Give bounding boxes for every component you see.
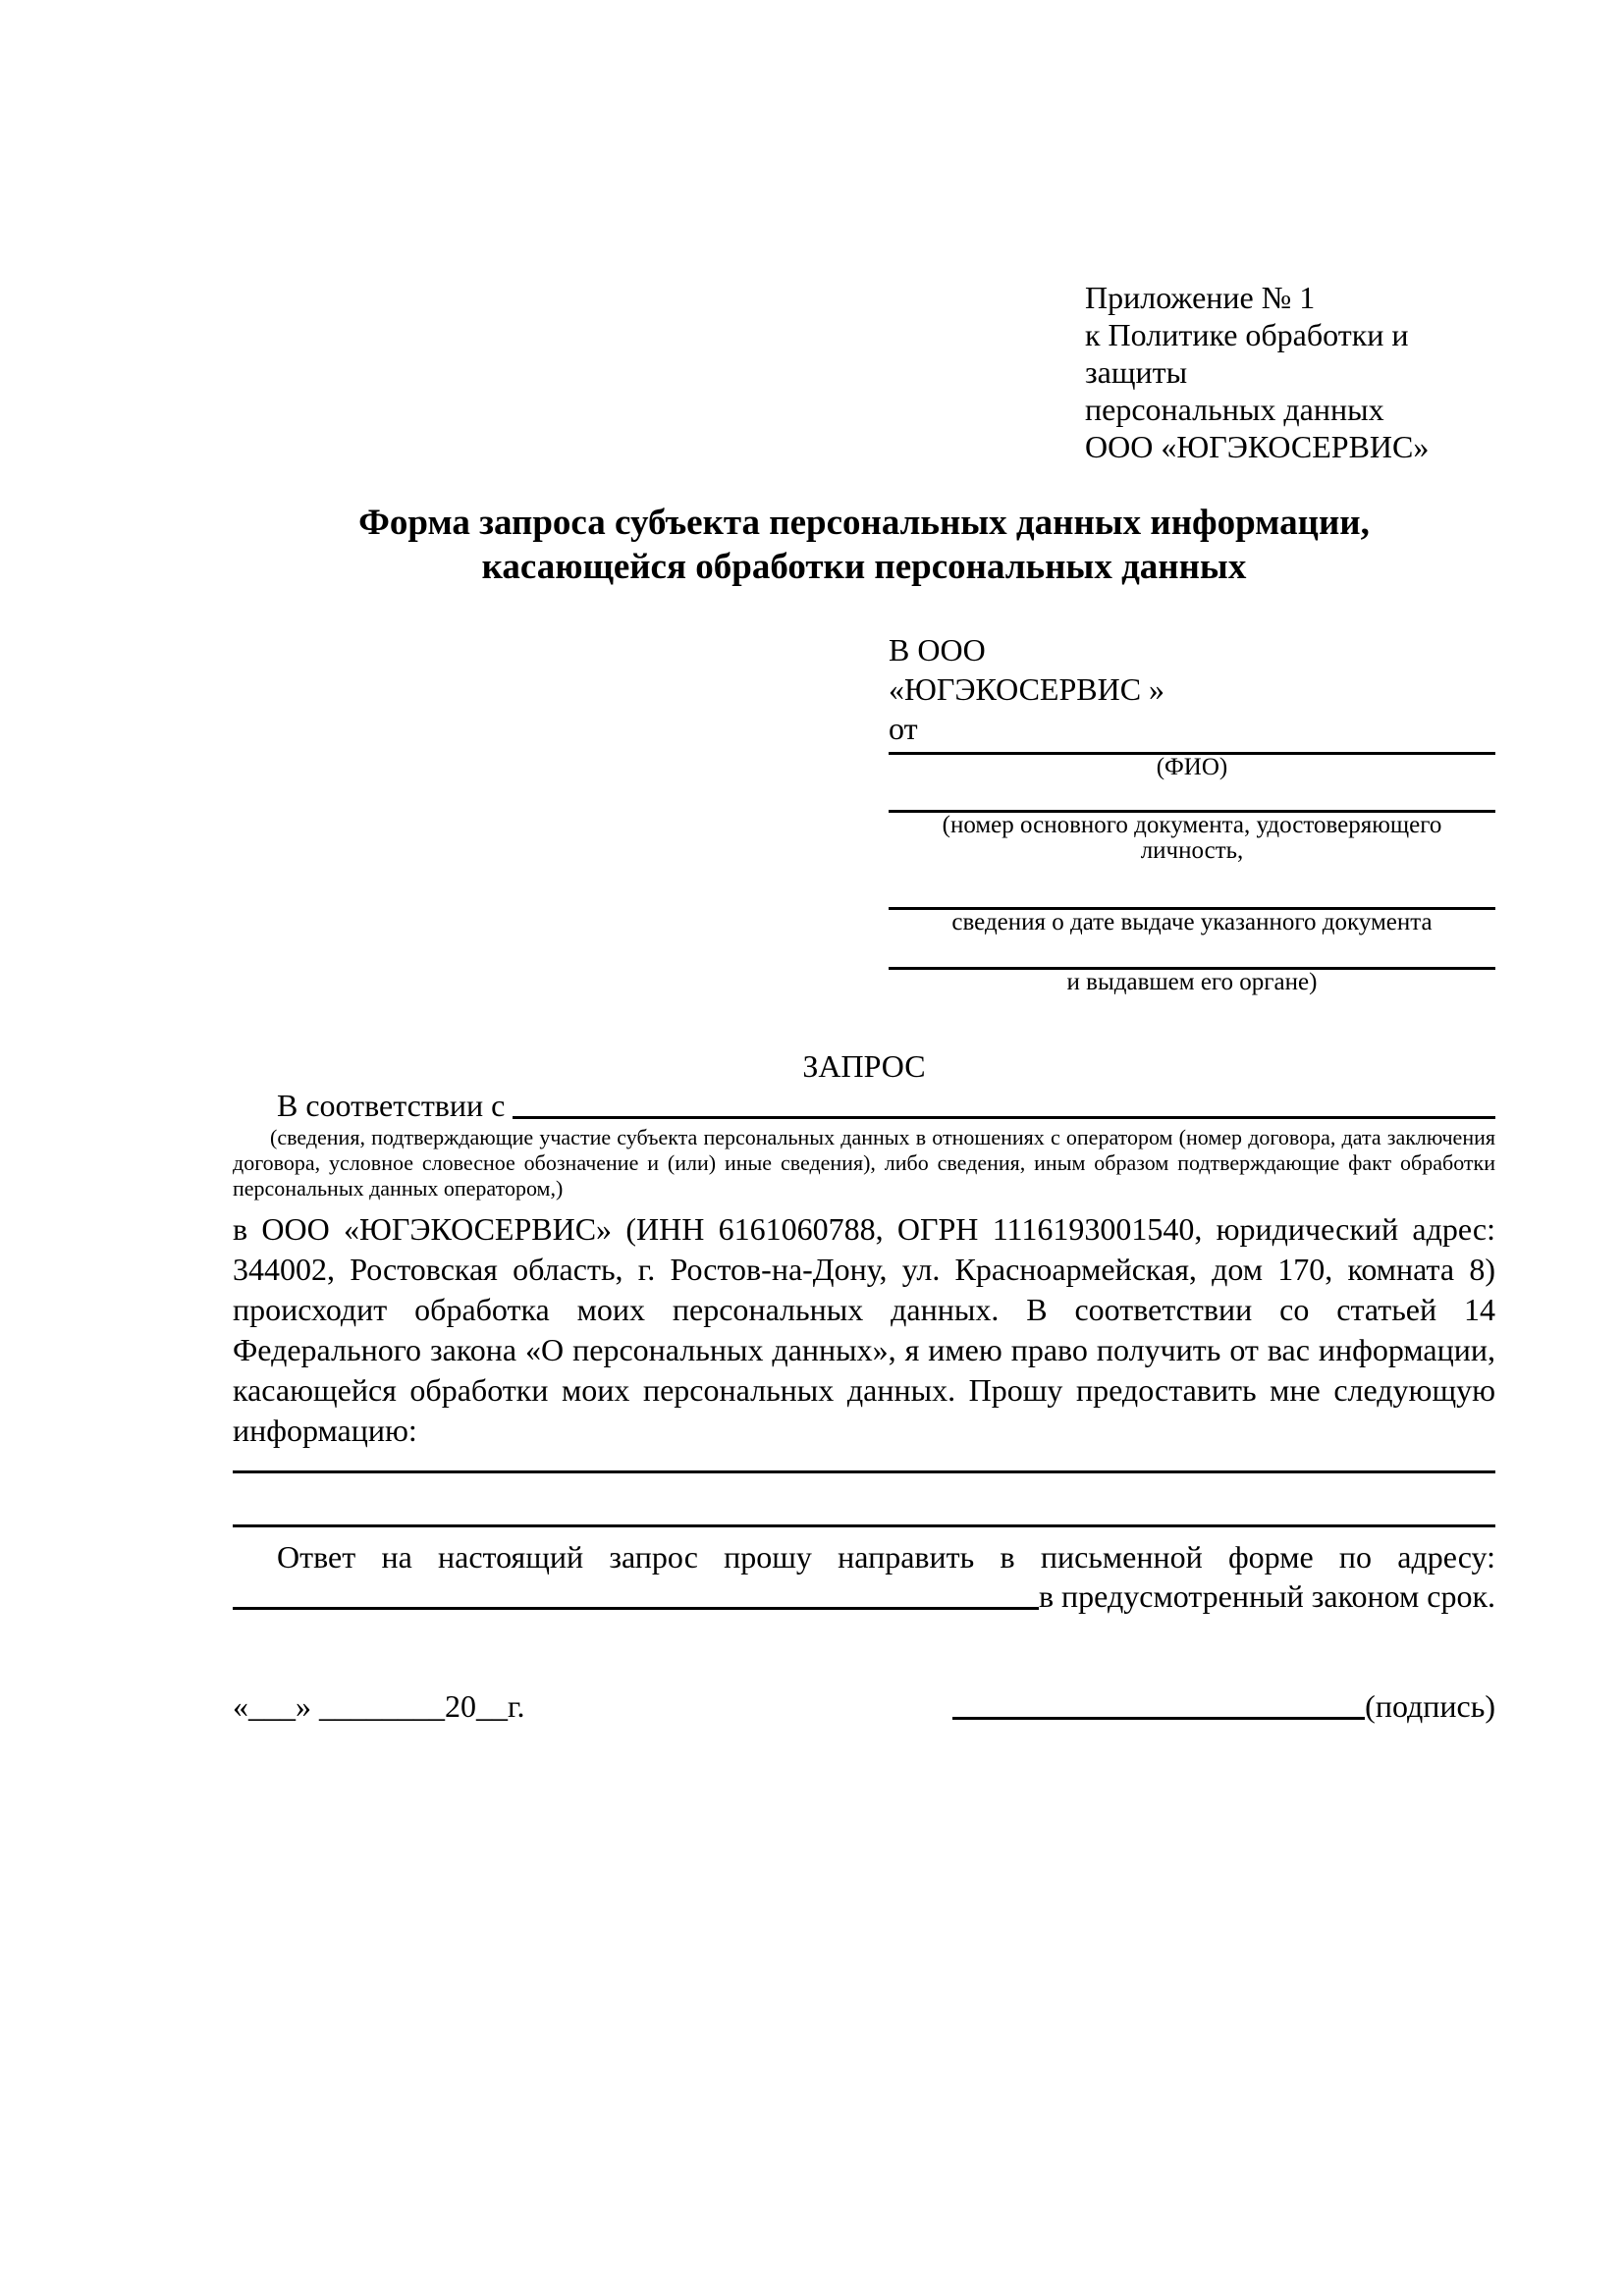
appendix-line: Приложение № 1: [1085, 280, 1316, 315]
request-heading: ЗАПРОС: [802, 1048, 926, 1084]
answer-request-paragraph: Ответ на настоящий запрос прошу направить в письменной форме по адресу:: [277, 1539, 1495, 1575]
fio-caption: (ФИО): [1156, 754, 1228, 780]
request-intro-label: В соответствии с: [277, 1088, 506, 1123]
appendix-block: [1085, 279, 1495, 465]
appendix-line: к Политике обработки и защиты: [1085, 317, 1409, 390]
addressee-to-line: «ЮГЭКОСЕРВИС »: [889, 671, 1165, 707]
addressee-from-label: от: [889, 711, 918, 746]
document-number-blank-line: [889, 780, 1495, 813]
document-title: [233, 501, 1495, 589]
signature-block: [952, 1686, 1495, 1726]
address-blank-line: [233, 1607, 1039, 1610]
signature-blank-line: [952, 1717, 1365, 1720]
issue-date-caption: сведения о дате выдаче указанного документа: [951, 909, 1433, 935]
document-number-caption: (номер основного документа, удостоверяющего личность,: [942, 812, 1442, 864]
basis-blank-line: [513, 1116, 1495, 1119]
issue-date-blank-line: [889, 864, 1495, 910]
addressee-to-line: В ООО: [889, 632, 986, 667]
requested-info-blank-line-2: [233, 1473, 1495, 1527]
answer-address-row: [233, 1576, 1495, 1616]
document-title-line: касающейся обработки персональных данных: [481, 547, 1247, 587]
date-blank-line: «___» ________20__г.: [233, 1688, 525, 1724]
addressee-block: [889, 630, 1495, 995]
basis-footnote: (сведения, подтверждающие участие субъекта персональных данных в отношениях с оператором (номер договора, дата заключения договора, условное словесное обозначение и (или) иные сведения), либо сведения, иным образом подтверждающие факт обработки персональных данных оператором,): [233, 1125, 1495, 1201]
document-title-line: Форма запроса субъекта персональных данных информации,: [358, 503, 1370, 543]
appendix-line: ООО «ЮГЭКОСЕРВИС»: [1085, 429, 1430, 464]
issuing-authority-caption: и выдавшем его органе): [1066, 969, 1318, 995]
request-body-paragraph: в ООО «ЮГЭКОСЕРВИС» (ИНН 6161060788, ОГРН 1116193001540, юридический адрес: 344002, Ростовская область, г. Ростов-на-Дону, ул. Красноармейская, дом 170, комната 8) происходит обработка моих персональных данных. В соответствии со статьей 14 Федерального закона «О персональных данных», я имею право получить от вас информации, касающейся обработки моих персональных данных. Прошу предоставить мне следующую информацию:: [233, 1211, 1495, 1448]
date-signature-row: [233, 1686, 1495, 1726]
appendix-line: персональных данных: [1085, 392, 1384, 427]
answer-suffix: в предусмотренный законом срок.: [1038, 1578, 1495, 1614]
signature-caption: (подпись): [1365, 1688, 1495, 1724]
request-intro-row: [233, 1086, 1495, 1125]
requested-info-blank-line-1: [233, 1451, 1495, 1473]
issuing-authority-blank-line: [889, 935, 1495, 970]
